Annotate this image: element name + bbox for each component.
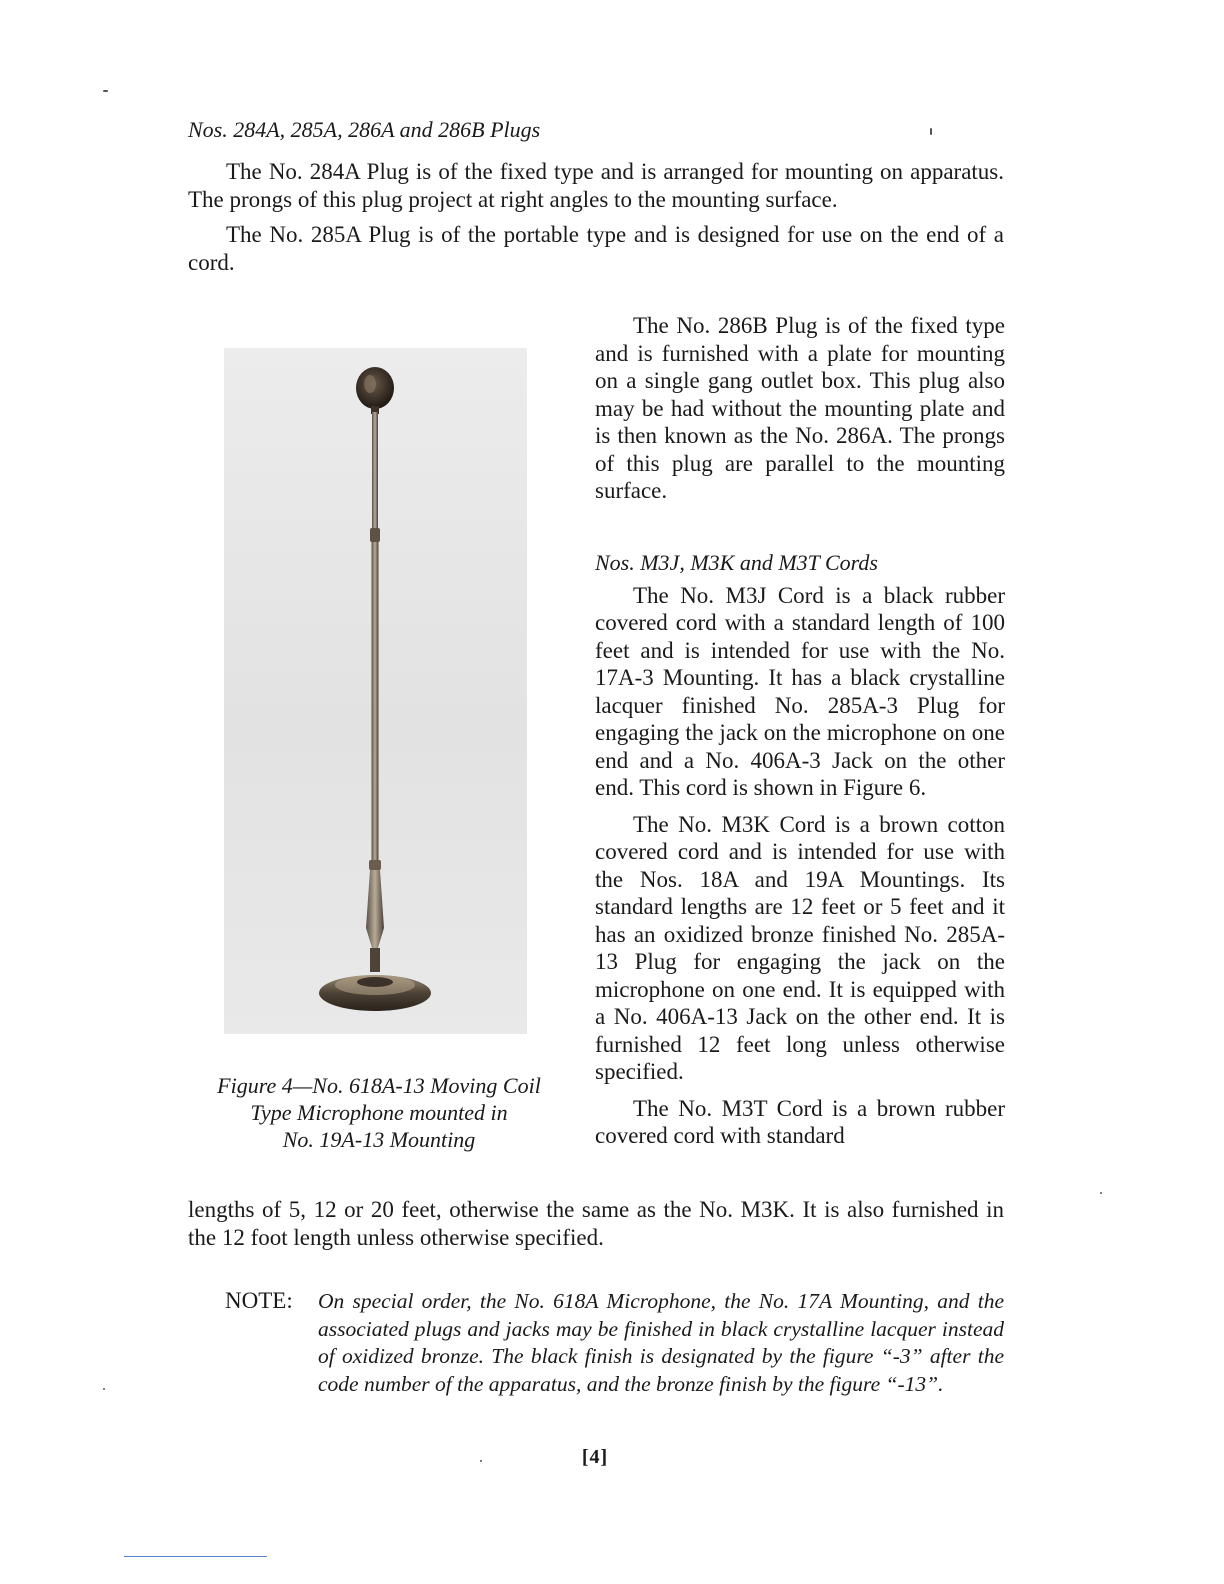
note-label: NOTE: <box>225 1288 293 1313</box>
scan-speck <box>103 90 108 92</box>
scan-speck <box>103 1388 105 1390</box>
caption-line-1: Figure 4—No. 618A-13 Moving Coil <box>217 1073 541 1098</box>
heading-plugs: Nos. 284A, 285A, 286A and 286B Plugs <box>188 117 541 142</box>
caption-line-3: No. 19A-13 Mounting <box>282 1127 476 1152</box>
scan-speck <box>480 1460 482 1462</box>
scan-speck <box>930 128 932 135</box>
stand-upper-rod <box>372 412 378 532</box>
plugs-intro <box>188 158 1004 276</box>
scan-underline-mark <box>124 1556 267 1557</box>
paragraph-M3K: The No. M3K Cord is a brown cotton covered cord and is intended for use with the Nos. 18A and 19A Mountings. Its standard lengths are 12 feet or 5 feet and it has an oxidized bronze finished No. 285A-13 Plug for engaging the jack on the microphone on one end. It is equipped with a No. 406A-13 Jack on the other end. It is furnished 12 feet long unless otherwise specified. <box>595 811 1005 1084</box>
figure-4-photo <box>224 348 527 1034</box>
paragraph-286B: The No. 286B Plug is of the fixed type and is furnished with a plate for mounting on a single gang outlet box. This plug also may be had without the mounting plate and is then known as the No. 286A. The prongs of this plug are parallel to the mounting surface. <box>595 313 1005 503</box>
microphone-stand-illustration <box>224 348 527 1034</box>
paragraph-M3T-continued: lengths of 5, 12 or 20 feet, otherwise the same as the No. M3K. It is also furnished in the 12 foot length unless otherwise specified. <box>188 1197 1004 1250</box>
figure-caption <box>186 1072 572 1153</box>
caption-line-2: Type Microphone mounted in <box>250 1100 508 1125</box>
paragraph-M3J: The No. M3J Cord is a black rubber covered cord with a standard length of 100 feet and is intended for use with the No. 17A-3 Mounting. It has a black crystalline lacquer finished No. 285A-3 Plug for engaging the jack on the microphone on one end and a No. 406A-3 Jack on the other end. This cord is shown in Figure 6. <box>595 582 1005 800</box>
paragraph-284A: The No. 284A Plug is of the fixed type and is arranged for mounting on apparatus. The prongs of this plug project at right angles to the mounting surface. <box>188 159 1004 212</box>
page-number: [4] <box>581 1446 609 1468</box>
stand-lower-rod <box>372 542 379 862</box>
paragraph-285A: The No. 285A Plug is of the portable type and is designed for use on the end of a cord. <box>188 222 1004 275</box>
right-column <box>595 312 1005 1150</box>
scan-speck <box>1100 1192 1102 1194</box>
paragraph-M3T-start: The No. M3T Cord is a brown rubber covered cord with standard <box>595 1095 1005 1148</box>
note-text: On special order, the No. 618A Microphone, the No. 17A Mounting, and the associated plugs and jacks may be finished in black crystalline lacquer instead of oxidized bronze. The black finish is designated by the figure “-3” after the code number of the apparatus, and the bronze finish by the figure “-13”. <box>318 1289 1004 1396</box>
stand-tapered-shaft <box>366 870 384 948</box>
heading-cords: Nos. M3J, M3K and M3T Cords <box>595 549 878 575</box>
